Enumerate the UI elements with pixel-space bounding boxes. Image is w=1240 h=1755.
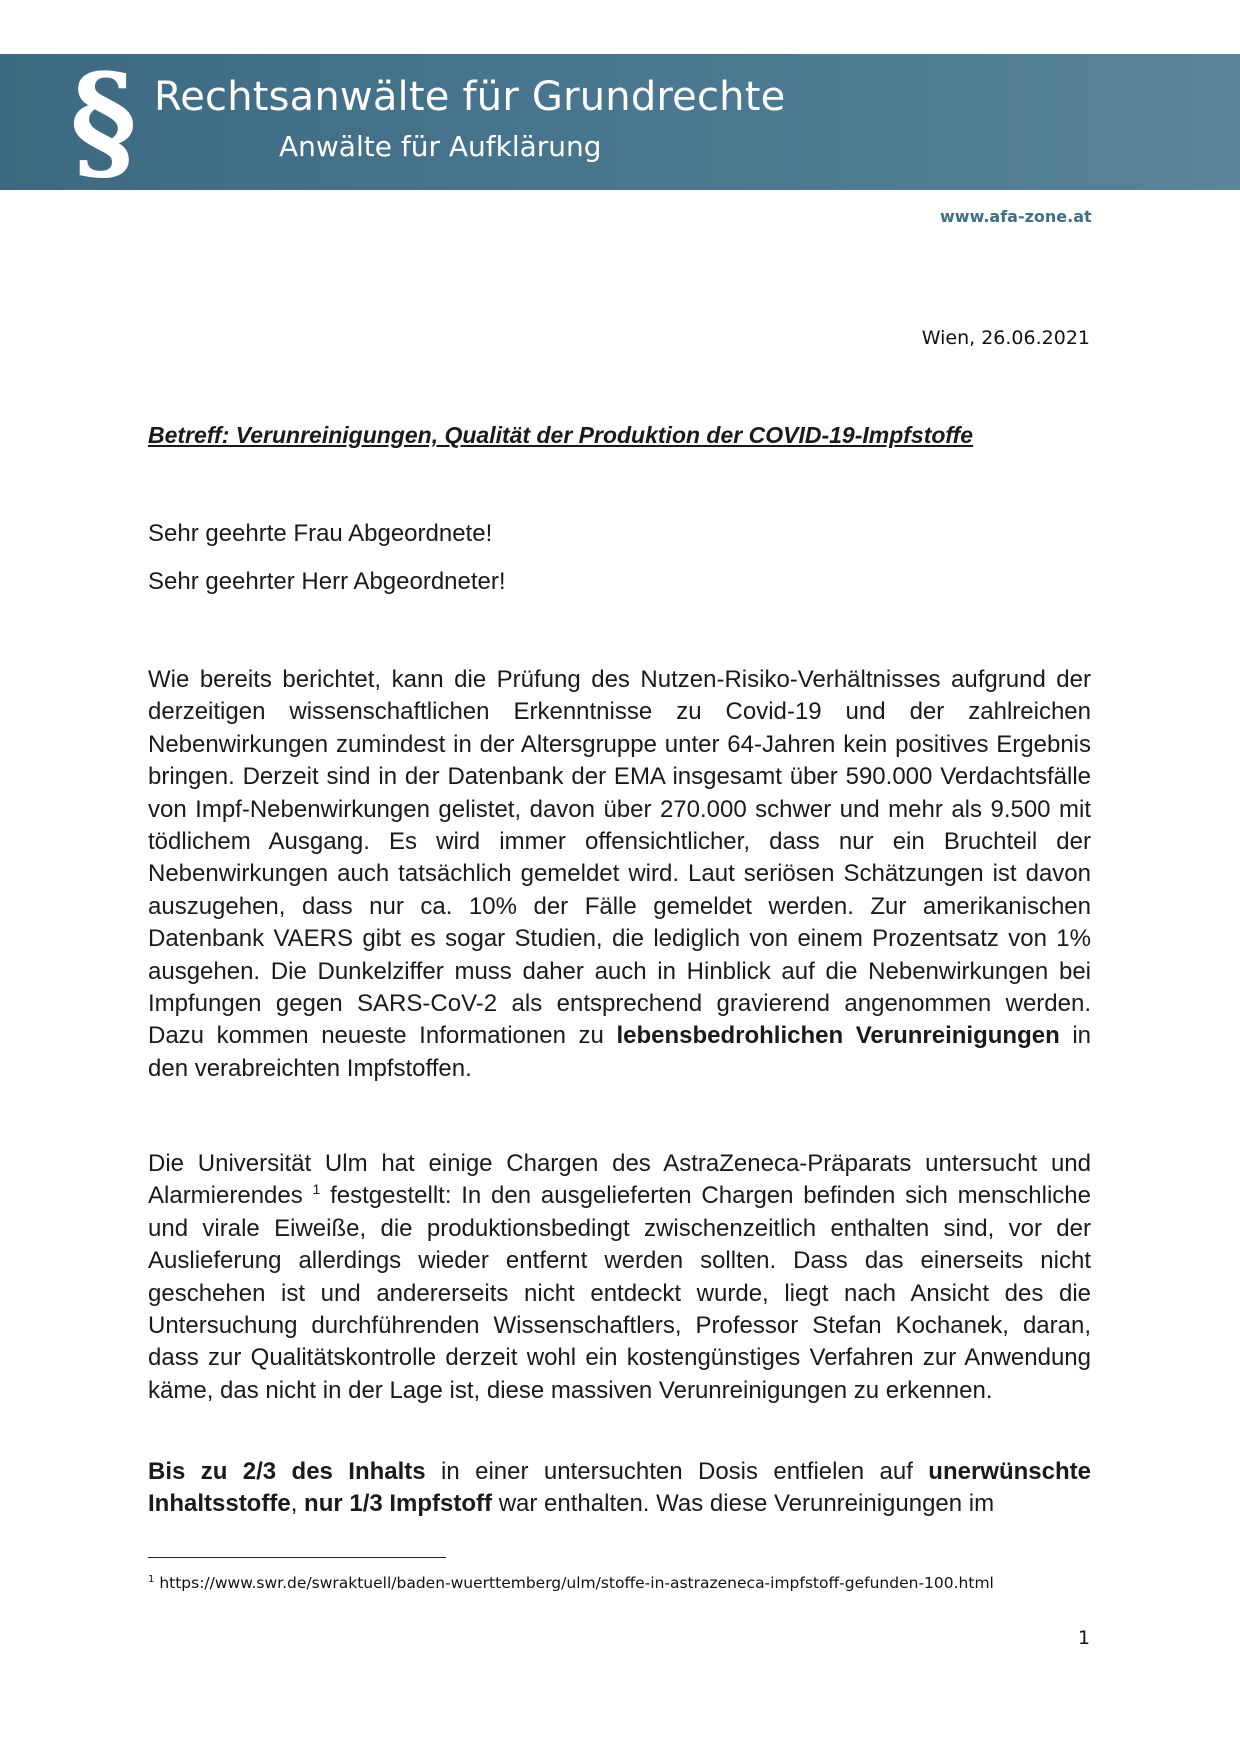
salutation-1: Sehr geehrte Frau Abgeordnete! [148,520,493,547]
footnote-url[interactable]: https://www.swr.de/swraktuell/baden-wuerttemberg/ulm/stoffe-in-astrazeneca-impfstoff-gefunden-100.html [159,1574,994,1592]
salutation-2: Sehr geehrter Herr Abgeordneter! [148,568,506,595]
letterhead-banner [0,47,1240,197]
paragraph-1 [148,664,1091,1085]
letter-subject: Betreff: Verunreinigungen, Qualität der Produktion der COVID-19-Impfstoffe [148,422,974,448]
paragraph-1-tail: in den verabreichten Impfstoffen. [148,1022,1092,1082]
footnote-reference[interactable]: 1 [312,1181,321,1198]
paragraph-1-text: Wie bereits berichtet, kann die Prüfung des Nutzen-Risiko-Verhältnisses aufgrund der derzeitigen wissenschaftlichen Erkenntnisse zu Covid-19 und der zahlreichen Nebenwirkungen zumindest in der Altersgruppe unter 64-Jahren kein positives Ergebnis bringen. Derzeit sind in der Datenbank der EMA insgesamt über 590.000 Verdachtsfälle von Impf-Nebenwirkungen gelistet, davon über 270.000 schwer und mehr als 9.500 mit tödlichem Ausgang. Es wird immer offensichtlicher, dass nur ein Bruchteil der Nebenwirkungen auch tatsächlich gemeldet wird. Laut seriösen Schätzungen ist davon auszugehen, dass nur ca. 10% der Fälle gemeldet werden. Zur amerikanischen Datenbank VAERS gibt es sogar Studien, die lediglich von einem Prozentsatz von 1% ausgehen. Die Dunkelziffer muss daher auch in Hinblick auf die Nebenwirkungen bei Impfungen gegen SARS-CoV-2 als entsprechend gravierend angenommen werden. Dazu kommen neueste Informationen zu [148,666,1091,1050]
section-sign-logo: § [70,47,137,197]
website-link[interactable]: www.afa-zone.at [940,207,1092,226]
letter-date: Wien, 26.06.2021 [921,327,1090,349]
paragraph-3-bold-3: nur 1/3 Impfstoff [304,1490,493,1518]
footnote-number: 1 [148,1573,155,1585]
page-number: 1 [1078,1627,1091,1649]
paragraph-2 [148,1148,1091,1407]
footnote-divider [148,1557,446,1558]
paragraph-3-text-3: war enthalten. Was diese Verunreinigungen im [492,1490,995,1518]
paragraph-1-bold: lebensbedrohlichen Verunreinigungen [616,1022,1060,1050]
paragraph-3-text-2: , [290,1490,305,1518]
paragraph-2-text-b: festgestellt: In den ausgelieferten Chargen befinden sich menschliche und virale Eiweiße, die produktionsbedingt zwischenzeitlich enthalten sind, vor der Auslieferung allerdings wieder entfernt werden sollten. Dass das einerseits nicht geschehen ist und andererseits nicht entdeckt wurde, liegt nach Ansicht des die Untersuchung durchführenden Wissenschaftlers, Professor Stefan Kochanek, daran, dass zur Qualitätskontrolle derzeit wohl ein kostengünstiges Verfahren zur Anwendung käme, das nicht in der Lage ist, diese massiven Verunreinigungen zu erkennen. [148,1182,1091,1404]
paragraph-3-bold-1: Bis zu 2/3 des Inhalts [148,1458,426,1485]
organization-subtitle: Anwälte für Aufklärung [279,130,602,163]
paragraph-3 [148,1456,1091,1521]
paragraph-3-text-1: in einer untersuchten Dosis entfielen auf [425,1458,929,1485]
footnote [148,1571,1048,1595]
paragraph-3-bold-2: unerwünschte Inhaltsstoffe [148,1458,1091,1518]
organization-name: Rechtsanwälte für Grundrechte [154,74,786,120]
paragraph-2-text-a: Die Universität Ulm hat einige Chargen des AstraZeneca-Präparats untersucht und Alarmierendes [148,1150,1091,1210]
